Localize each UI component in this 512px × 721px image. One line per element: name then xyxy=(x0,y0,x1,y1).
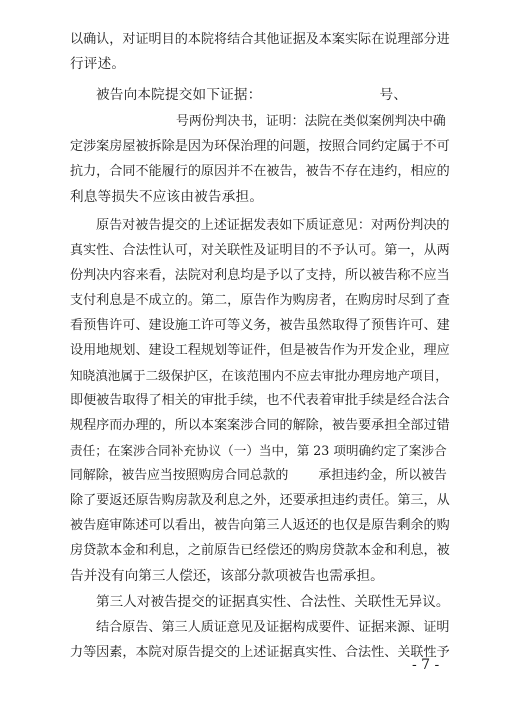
text-segment: 同解除，被告应当按照购房合同总款的 xyxy=(70,468,289,483)
text-line: 除了要返还原告购房款及利息之外，还要承担违约责任。第三，从 xyxy=(70,493,450,508)
text-segment: 被告向本院提交如下证据： xyxy=(96,87,262,103)
text-line: 行评述。 xyxy=(70,56,126,72)
text-line xyxy=(96,83,450,107)
text-line xyxy=(70,464,450,488)
text-line: 抗力，合同不能履行的原因并不在被告，被告不存在违约，相应的 xyxy=(70,164,450,179)
text-line: 被告庭审陈述可以看出，被告向第三人返还的也仅是原告剩余的购 xyxy=(70,518,450,533)
text-line: 以确认，对证明目的本院将结合其他证据及本案实际在说理部分进 xyxy=(70,32,450,47)
text-line: 号两份判决书，证明：法院在类似案例判决中确 xyxy=(176,114,446,129)
text-line: 利息等损失不应该由被告承担。 xyxy=(70,189,264,205)
text-line: 房贷款本金和利息，之前原告已经偿还的购房贷款本金和利息，被 xyxy=(70,543,450,558)
text-line: 责任；在案涉合同补充协议（一）当中，第 23 项明确约定了案涉合 xyxy=(70,443,447,458)
text-line: 规程序而办理的，所以本案案涉合同的解除，被告要承担全部过错 xyxy=(70,418,450,433)
text-segment: 号、 xyxy=(379,87,408,103)
text-segment: 承担违约金，所以被告 xyxy=(318,468,447,483)
text-line: 力等因素，本院对原告提交的上述证据真实性、合法性、关联性予 xyxy=(70,645,450,660)
text-line: 结合原告、第三人质证意见及证据构成要件、证据来源、证明 xyxy=(96,620,450,635)
text-line: 看预售许可、建设施工许可等义务，被告虽然取得了预售许可、建 xyxy=(70,318,450,333)
text-line: 设用地规划、建设工程规划等证件，但是被告作为开发企业，理应 xyxy=(70,343,450,358)
page-number: - 7 - xyxy=(412,657,440,673)
text-line: 告并没有向第三人偿还，该部分款项被告也需承担。 xyxy=(70,568,384,584)
text-line: 支付利息是不成立的。第二，原告作为购房者，在购房时尽到了查 xyxy=(70,293,450,308)
text-line: 即便被告取得了相关的审批手续，也不代表着审批手续是经合法合 xyxy=(70,393,450,408)
text-line: 第三人对被告提交的证据真实性、合法性、关联性无异议。 xyxy=(96,594,450,610)
text-line: 定涉案房屋被拆除是因为环保治理的问题，按照合同约定属于不可 xyxy=(70,139,450,154)
text-line: 知晓滇池属于二级保护区，在该范围内不应去审批办理房地产项目， xyxy=(70,368,448,383)
text-line: 真实性、合法性认可，对关联性及证明目的不予认可。第一，从两 xyxy=(70,243,450,258)
text-line: 原告对被告提交的上述证据发表如下质证意见：对两份判决的 xyxy=(96,218,450,233)
text-line: 份判决内容来看，法院对利息均是予以了支持，所以被告称不应当 xyxy=(70,268,450,283)
